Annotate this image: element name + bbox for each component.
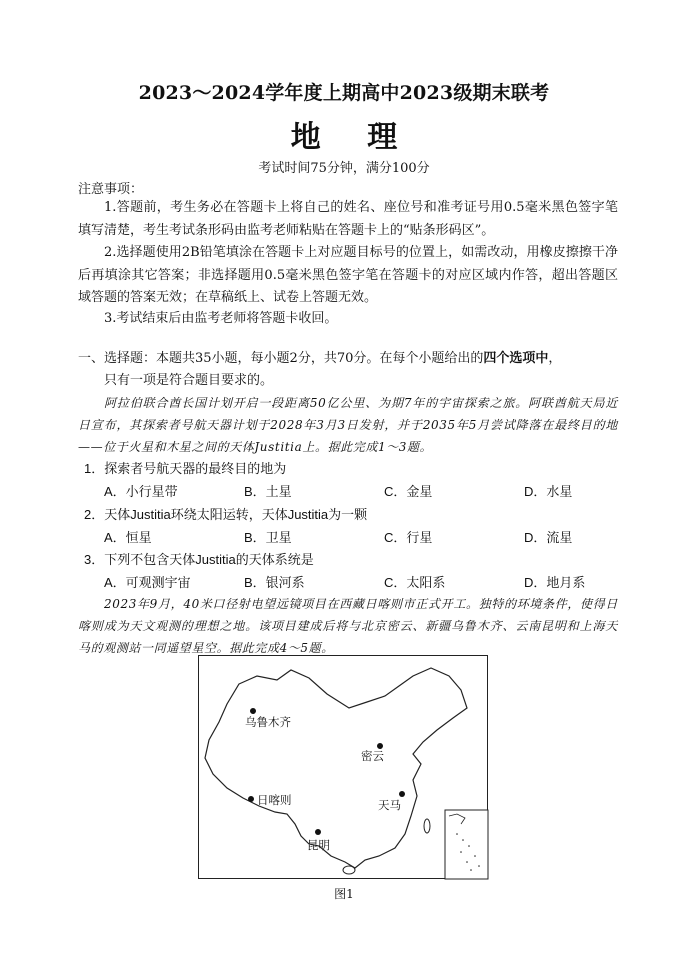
exam-title: 2023～2024学年度上期高中2023级期末联考: [138, 82, 550, 104]
city-label-kunming: 昆明: [307, 840, 330, 852]
china-outline: [205, 668, 467, 868]
question-2-option-a: A．恒星: [104, 530, 152, 545]
china-map-svg: [199, 656, 489, 880]
section-instructions-line2: 只有一项是符合题目要求的。: [104, 373, 274, 388]
section-punct: ，: [548, 351, 562, 366]
section-instructions: 本题共35小题，每小题2分，共70分。在每个小题给出的: [156, 351, 484, 366]
note-item-2: 2.选择题使用2B铅笔填涂在答题卡上对应题目标号的位置上，如需改动，用橡皮擦擦干净后再填涂其它答案；非选择题用0.5毫米黑色签字笔在答题卡的对应区域内作答，超出答题区域答题的答案无效；在草稿纸上、试卷上答题无效。: [78, 245, 618, 305]
passage-2: 2023年9月，40米口径射电望远镜项目在西藏日喀则市正式开工。独特的环境条件，使得日喀则成为天文观测的理想之地。该项目建成后将与北京密云、新疆乌鲁木齐、云南昆明和上海天马的观测站一同遥望星空。据此完成4～5题。: [78, 597, 618, 655]
question-1-option-a: A．小行星带: [104, 484, 178, 499]
question-3-option-a: A．可观测宇宙: [104, 575, 191, 590]
section-emphasis: 四个选项中: [483, 351, 549, 366]
city-label-shigatse: 日喀则: [257, 795, 292, 807]
question-2-option-c: C．行星: [384, 530, 433, 545]
question-3-option-d: D．地月系: [524, 575, 586, 590]
city-label-tianma: 天马: [378, 800, 401, 812]
city-dot-kunming: [315, 829, 321, 835]
question-1-option-b: B．土星: [244, 484, 292, 499]
note-item-1: 1.答题前，考生务必在答题卡上将自己的姓名、座位号和准考证号用0.5毫米黑色签字笔填写清楚，考生考试条形码由监考老师粘贴在答题卡上的“贴条形码区”。: [78, 200, 618, 238]
question-3-stem: 3．下列不包含天体Justitia的天体系统是: [84, 552, 314, 567]
passage-1: 阿拉伯联合酋长国计划开启一段距离50亿公里、为期7年的宇宙探索之旅。阿联酋航天局近日宣布，其探索者号航天器计划于2028年3月3日发射，并于2035年5月尝试降落在最终目的地——位于火星和木星之间的天体Justitia上。据此完成1～3题。: [78, 396, 618, 454]
city-dot-shigatse: [248, 796, 254, 802]
question-2-option-b: B．卫星: [244, 530, 292, 545]
exam-info: 考试时间75分钟，满分100分: [258, 161, 430, 176]
city-label-urumqi: 乌鲁木齐: [245, 717, 291, 729]
section-prefix: 一、选择题：: [78, 351, 157, 366]
hainan-island: [343, 866, 355, 874]
question-2-option-d: D．流星: [524, 530, 573, 545]
question-3-option-c: C．太阳系: [384, 575, 446, 590]
question-1-option-d: D．水星: [524, 484, 573, 499]
taiwan-island: [424, 819, 430, 833]
question-1-option-c: C．金星: [384, 484, 433, 499]
subject-title: 地 理: [290, 120, 416, 155]
section-heading: [78, 348, 623, 392]
south-china-sea-inset: [445, 810, 488, 879]
note-item-3: 3.考试结束后由监考老师将答题卡收回。: [104, 311, 338, 326]
notes-heading: 注意事项：: [78, 182, 144, 197]
question-2-stem: 2．天体Justitia环绕太阳运转，天体Justitia为一颗: [84, 507, 368, 522]
china-map-figure: [198, 655, 488, 879]
question-3-option-b: B．银河系: [244, 575, 305, 590]
figure-caption: 图1: [334, 887, 354, 901]
city-label-miyun: 密云: [361, 751, 384, 763]
question-1-stem: 1．探索者号航天器的最终目的地为: [84, 461, 287, 476]
